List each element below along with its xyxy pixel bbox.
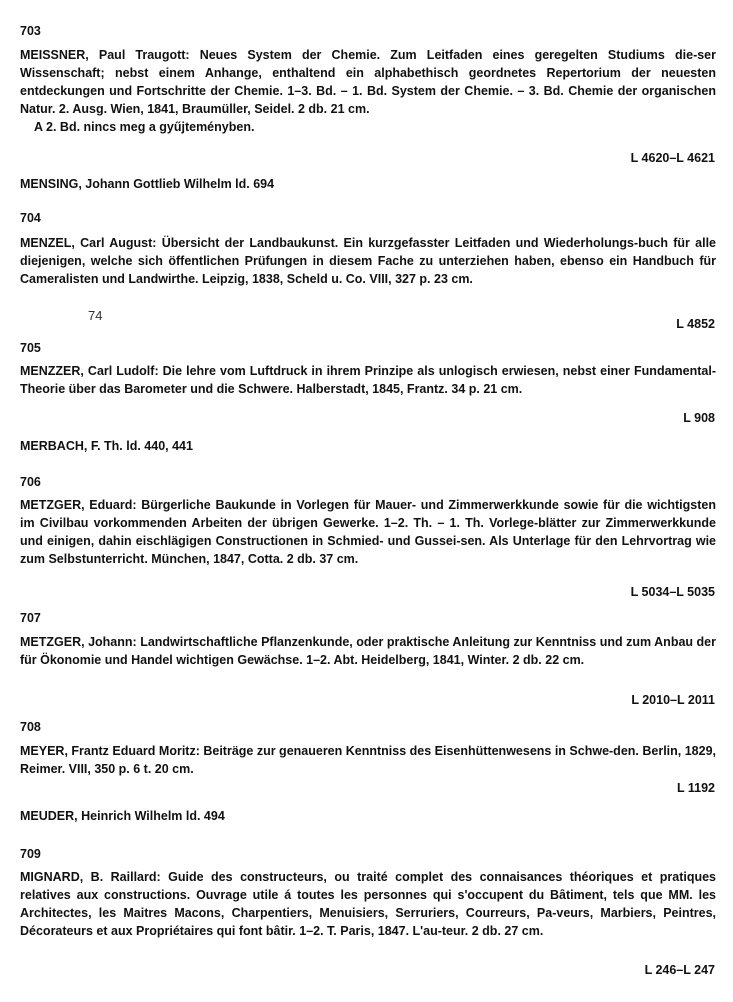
shelf-signature: L 4620–L 4621 <box>630 151 715 165</box>
entry-text: MEISSNER, Paul Traugott: Neues System der Chemie. Zum Leitfaden eines geregelten Studiums die-ser Wissenschaft; nebst einem Anhange, enthaltend ein alphabethisch geordnetes Repertorium der neuesten entdeckungen und Fortschritte der Chemie. 1–3. Bd. – 1. Bd. System der Chemie. – 3. Bd. Chemie der organischen Natur. 2. Ausg. Wien, 1841, Braumüller, Seidel. 2 db. 21 cm. <box>20 48 716 116</box>
entry-text: MENZZER, Carl Ludolf: Die lehre vom Luftdruck in ihrem Prinzipe als unlogisch erwiesen, nebst einer Fundamental-Theorie über das Barometer und die Schwere. Halberstadt, 1845, Frantz. 34 p. 21 cm. <box>20 364 716 396</box>
entry-704 <box>20 234 716 288</box>
cross-reference: MENSING, Johann Gottlieb Wilhelm ld. 694 <box>20 177 275 191</box>
shelf-signature: L 4852 <box>676 317 715 331</box>
entry-707 <box>20 633 716 669</box>
entry-number: 703 <box>20 24 41 38</box>
entry-number: 705 <box>20 341 41 355</box>
entry-number: 709 <box>20 847 41 861</box>
cross-reference: MEUDER, Heinrich Wilhelm ld. 494 <box>20 809 225 823</box>
entry-709 <box>20 868 716 940</box>
shelf-signature: L 246–L 247 <box>644 963 715 977</box>
entry-note: A 2. Bd. nincs meg a gyűjteményben. <box>34 120 255 134</box>
entry-708 <box>20 742 716 778</box>
entry-text: MEYER, Frantz Eduard Moritz: Beiträge zur genaueren Kenntniss des Eisenhüttenwesens in Schwe-den. Berlin, 1829, Reimer. VIII, 350 p. 6 t. 20 cm. <box>20 744 716 776</box>
entry-number: 708 <box>20 720 41 734</box>
shelf-signature: L 908 <box>683 411 715 425</box>
shelf-signature: L 5034–L 5035 <box>630 585 715 599</box>
entry-number: 704 <box>20 211 41 225</box>
entry-number: 706 <box>20 475 41 489</box>
entry-706 <box>20 496 716 568</box>
shelf-signature: L 2010–L 2011 <box>631 693 715 707</box>
entry-text: METZGER, Eduard: Bürgerliche Baukunde in Vorlegen für Mauer- und Zimmerwerkkunde sowie für die wichtigsten im Civilbau vorkommenden Arbeiten der übrigen Gewerke. 1–2. Th. – 1. Th. Vorlege-blätter zur Zimmerwerkkunde und einigen, dahin eischlägigen Constructionen in Schmied- und Gussei-sen. Als Unterlage für den Lehrvortrag wie zum Selbstunterricht. München, 1847, Cotta. 2 db. 37 cm. <box>20 498 716 566</box>
shelf-signature: L 1192 <box>676 781 715 795</box>
entry-text: MIGNARD, B. Raillard: Guide des constructeurs, ou traité complet des connaisances théoriques et pratiques relatives aux constructions. Ouvrage utile á toutes les personnes qui s'occupent du Bâtiment, tels que MM. les Architectes, les Maitres Macons, Charpentiers, Menuisiers, Serruriers, Courreurs, Pa-veurs, Marbiers, Peintres, Décorateurs et aux Propriétaires qui font bâtir. 1–2. T. Paris, 1847. L'au-teur. 2 db. 27 cm. <box>20 870 716 938</box>
entry-703 <box>20 46 716 136</box>
entry-number: 707 <box>20 611 41 625</box>
entry-705 <box>20 362 716 398</box>
handwritten-mark: 74 <box>88 308 103 323</box>
entry-text: MENZEL, Carl August: Übersicht der Landbaukunst. Ein kurzgefasster Leitfaden und Wiederholungs-buch für alle diejenigen, welche sich öffentlichen Prüfungen in diesem Fache zu unterziehen haben, ebenso ein Handbuch für Cameralisten und Landwirthe. Leipzig, 1838, Scheld u. Co. VIII, 327 p. 23 cm. <box>20 236 716 286</box>
cross-reference: MERBACH, F. Th. ld. 440, 441 <box>20 439 193 453</box>
entry-text: METZGER, Johann: Landwirtschaftliche Pflanzenkunde, oder praktische Anleitung zur Kenntniss und zum Anbau der für Ökonomie und Handel wichtigen Gewächse. 1–2. Abt. Heidelberg, 1841, Winter. 2 db. 22 cm. <box>20 635 716 667</box>
